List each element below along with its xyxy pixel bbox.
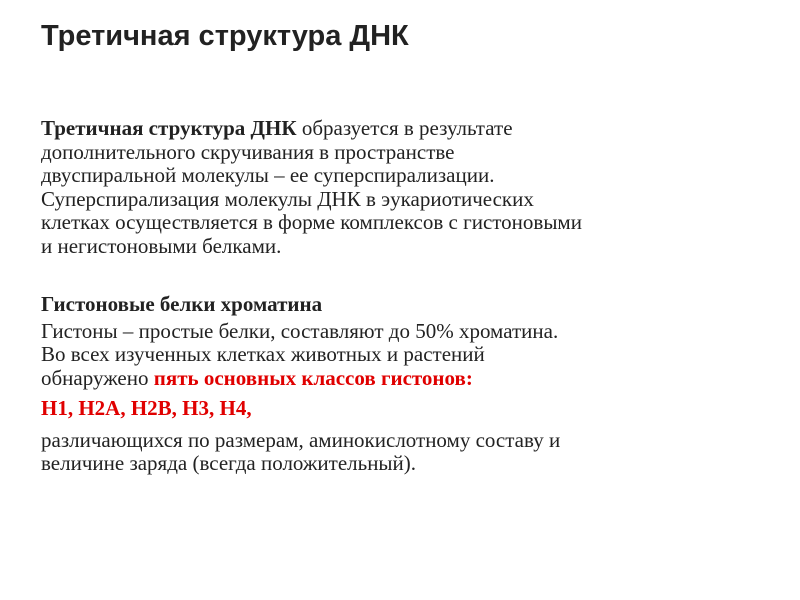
histones-tail-line-2: величине заряда (всегда положительный). [41, 451, 417, 475]
slide-title: Третичная структура ДНК [41, 20, 409, 52]
histones-line-3 [41, 367, 771, 391]
histones-highlight: пять основных классов гистонов: [153, 365, 473, 390]
histones-line-1: Гистоны – простые белки, составляют до 50% хроматина. [41, 318, 559, 343]
intro-bold-lead: Третичная структура ДНК [41, 116, 297, 140]
intro-line-1-rest: образуется в результате [296, 116, 513, 140]
histones-heading: Гистоновые белки хроматина [41, 292, 323, 316]
intro-line-3: двуспиральной молекулы – ее суперспирализации. [41, 163, 495, 187]
intro-line-4: Суперспирализация молекулы ДНК в эукариотических [41, 186, 534, 211]
histones-paragraph [41, 320, 771, 391]
histones-tail-line-1: различающихся по размерам, аминокислотному составу и [41, 427, 561, 452]
histones-line-2: Во всех изученных клетках животных и растений [41, 342, 485, 366]
histones-line-3-plain: обнаружено [41, 365, 154, 390]
intro-line-5: клетках осуществляется в форме комплексов с гистоновыми [41, 210, 582, 234]
intro-line-6: и негистоновыми белками. [41, 233, 282, 258]
intro-paragraph [41, 117, 771, 258]
histones-tail [41, 429, 771, 476]
intro-line-2: дополнительного скручивания в пространстве [41, 139, 455, 164]
slide-body [41, 117, 771, 476]
intro-line-1 [41, 117, 771, 141]
histone-classes: Н1, Н2А, Н2В, Н3, Н4, [41, 396, 252, 420]
